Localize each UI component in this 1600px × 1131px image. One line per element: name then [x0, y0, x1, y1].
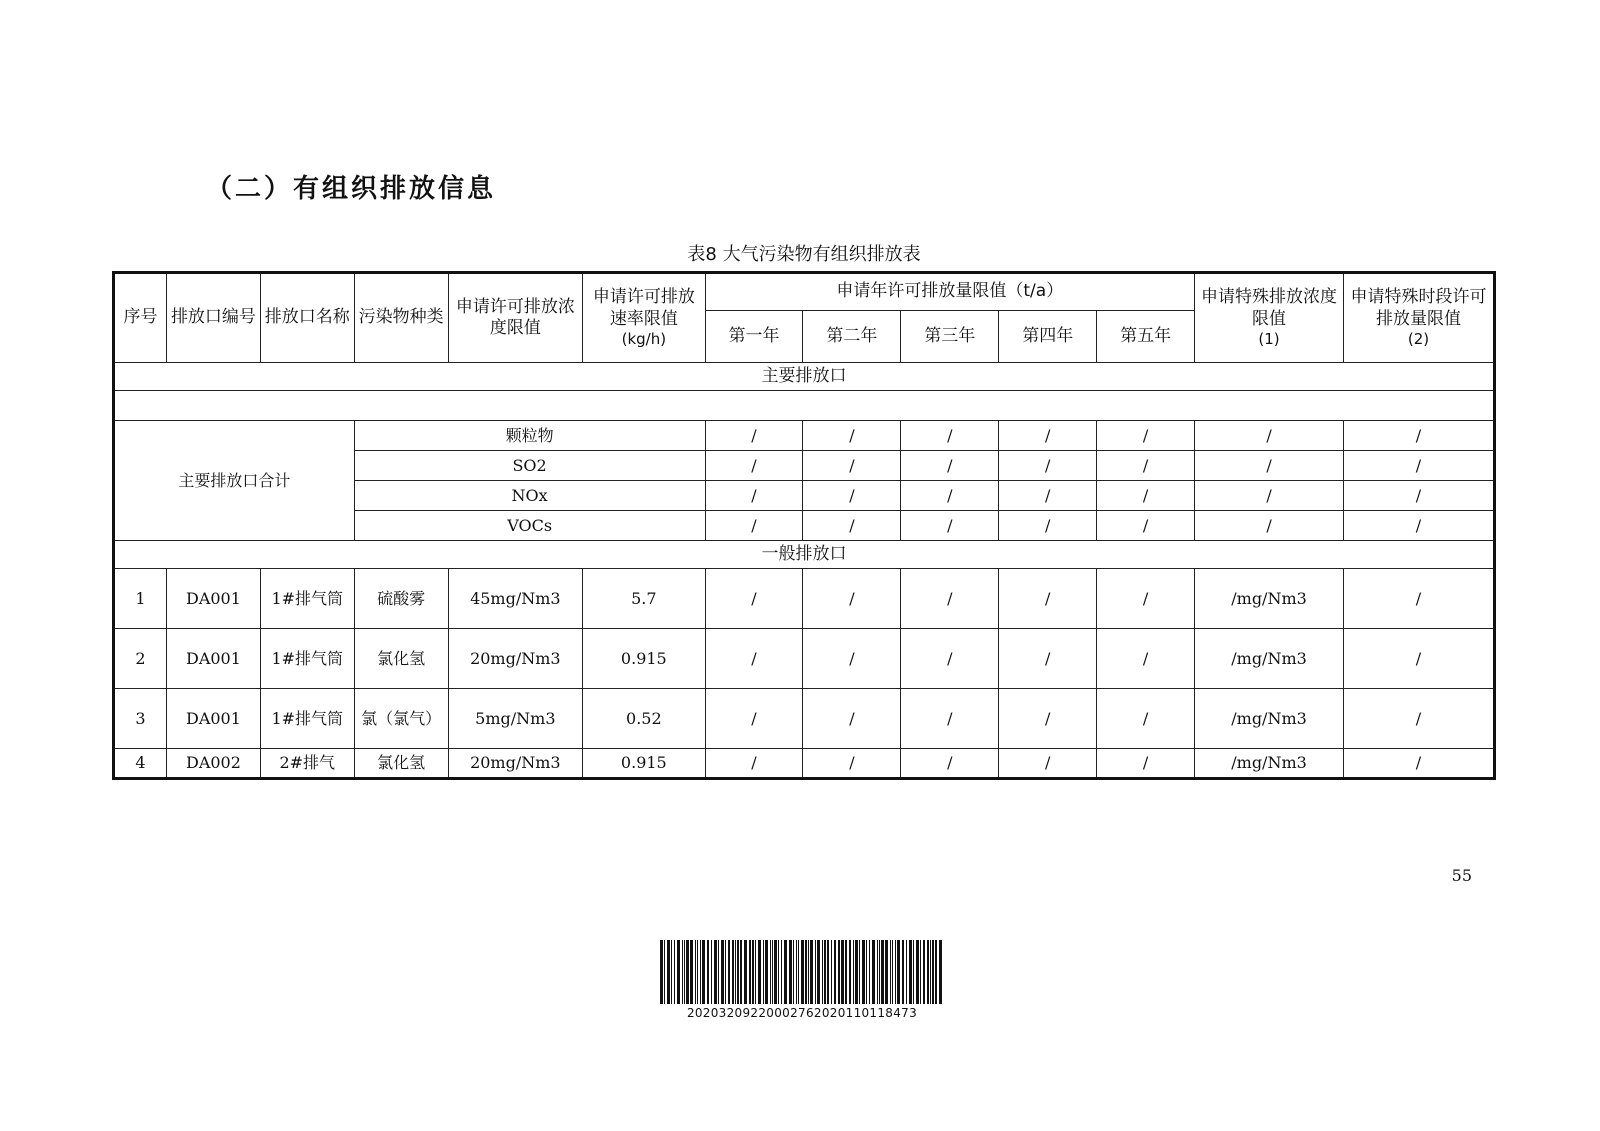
main-value: /	[705, 451, 803, 481]
general-section-label: 一般排放口	[114, 541, 1495, 569]
barcode-bar	[897, 940, 900, 1004]
main-value: /	[1195, 481, 1344, 511]
barcode-bar	[845, 940, 847, 1004]
header-pollutant: 污染物种类	[354, 273, 448, 363]
barcode-bar	[789, 940, 792, 1004]
header-special-period-label: 申请特殊时段许可排放量限值	[1350, 287, 1487, 329]
header-rate-limit-label: 申请许可排放速率限值	[592, 287, 695, 329]
main-value: /	[1343, 421, 1494, 451]
barcode-bar	[895, 940, 896, 1004]
barcode-bar	[855, 940, 858, 1004]
row-year-value: /	[999, 569, 1097, 629]
row-name: 1#排气筒	[260, 689, 354, 749]
row-year-value: /	[803, 689, 901, 749]
barcode-bar	[674, 940, 675, 1004]
header-year-1: 第一年	[705, 311, 803, 363]
barcode-bar	[755, 940, 756, 1004]
header-conc-limit: 申请许可排放浓度限值	[448, 273, 583, 363]
barcode-bar	[728, 940, 730, 1004]
barcode-number: 20203209220002762020110118473	[686, 1006, 918, 1020]
row-name: 1#排气筒	[260, 569, 354, 629]
row-year-value: /	[901, 749, 999, 779]
barcode-bar	[859, 940, 860, 1004]
header-outlet-code: 排放口编号	[167, 273, 261, 363]
main-value: /	[1195, 451, 1344, 481]
barcode-bar	[930, 940, 931, 1004]
row-year-value: /	[1097, 629, 1195, 689]
barcode-bar	[831, 940, 832, 1004]
header-seq: 序号	[114, 273, 167, 363]
barcode-bar	[711, 940, 712, 1004]
row-year-value: /	[803, 749, 901, 779]
barcode-bar	[725, 940, 726, 1004]
barcode-bar	[793, 940, 794, 1004]
barcode-bar	[714, 940, 717, 1004]
row-year-value: /	[901, 689, 999, 749]
main-value: /	[1097, 511, 1195, 541]
row-special-period: /	[1343, 749, 1494, 779]
main-pollutant-name: VOCs	[354, 511, 705, 541]
barcode-bar	[913, 940, 914, 1004]
row-conc: 5mg/Nm3	[448, 689, 583, 749]
row-conc: 45mg/Nm3	[448, 569, 583, 629]
header-rate-limit	[583, 273, 705, 363]
barcode-bar	[707, 940, 709, 1004]
barcode-bar	[660, 940, 663, 1004]
row-code: DA001	[167, 569, 261, 629]
main-value: /	[1097, 451, 1195, 481]
header-year-3: 第三年	[901, 311, 999, 363]
row-year-value: /	[999, 749, 1097, 779]
barcode-bar	[758, 940, 761, 1004]
barcode-bar	[881, 940, 884, 1004]
barcode-bar	[695, 940, 696, 1004]
header-special-conc	[1195, 273, 1344, 363]
main-value: /	[999, 451, 1097, 481]
row-year-value: /	[999, 689, 1097, 749]
main-value: /	[803, 421, 901, 451]
main-value: /	[1097, 481, 1195, 511]
row-conc: 20mg/Nm3	[448, 749, 583, 779]
barcode-bar	[697, 940, 698, 1004]
barcode-bar	[817, 940, 820, 1004]
barcode-bar	[700, 940, 701, 1004]
row-seq: 1	[114, 569, 167, 629]
barcode-bar	[667, 940, 670, 1004]
row-seq: 2	[114, 629, 167, 689]
barcode-bar	[744, 940, 747, 1004]
row-year-value: /	[1097, 749, 1195, 779]
row-special-conc: /mg/Nm3	[1195, 569, 1344, 629]
row-special-conc: /mg/Nm3	[1195, 689, 1344, 749]
page-number: 55	[1451, 866, 1472, 885]
row-code: DA001	[167, 689, 261, 749]
row-year-value: /	[803, 569, 901, 629]
row-year-value: /	[901, 569, 999, 629]
row-year-value: /	[705, 749, 803, 779]
header-outlet-name: 排放口名称	[260, 273, 354, 363]
barcode-bar	[827, 940, 829, 1004]
barcode-bar	[732, 940, 734, 1004]
main-value: /	[901, 481, 999, 511]
barcode-bar	[890, 940, 891, 1004]
barcode-bar	[879, 940, 880, 1004]
main-value: /	[901, 421, 999, 451]
row-rate: 0.52	[583, 689, 705, 749]
barcode-bar	[784, 940, 787, 1004]
row-code: DA001	[167, 629, 261, 689]
row-year-value: /	[1097, 569, 1195, 629]
barcode-bar	[796, 940, 797, 1004]
barcode-bar	[810, 940, 813, 1004]
header-special-period	[1343, 273, 1494, 363]
main-value: /	[705, 511, 803, 541]
barcode-bar	[849, 940, 851, 1004]
main-value: /	[999, 511, 1097, 541]
row-year-value: /	[901, 629, 999, 689]
main-value: /	[1195, 511, 1344, 541]
row-pollutant: 氯（氯气）	[354, 689, 448, 749]
row-name: 1#排气筒	[260, 629, 354, 689]
row-pollutant: 硫酸雾	[354, 569, 448, 629]
barcode-bar	[815, 940, 816, 1004]
barcode-bar	[702, 940, 705, 1004]
barcode-bar	[932, 940, 934, 1004]
header-year-5: 第五年	[1097, 311, 1195, 363]
barcode-bar	[781, 940, 782, 1004]
row-code: DA002	[167, 749, 261, 779]
barcode-bar	[671, 940, 672, 1004]
table-row	[114, 629, 1495, 689]
row-special-conc: /mg/Nm3	[1195, 749, 1344, 779]
barcode-bar	[690, 940, 693, 1004]
barcode-bar	[909, 940, 912, 1004]
emission-table	[112, 271, 1496, 780]
row-pollutant: 氯化氢	[354, 629, 448, 689]
barcode-bar	[721, 940, 724, 1004]
header-special-conc-note: (1)	[1258, 329, 1280, 348]
row-pollutant: 氯化氢	[354, 749, 448, 779]
barcode-bar	[824, 940, 826, 1004]
main-value: /	[999, 421, 1097, 451]
barcode-bar	[920, 940, 921, 1004]
barcode-bar	[763, 940, 764, 1004]
barcode-bar	[862, 940, 865, 1004]
barcode-bar	[927, 940, 929, 1004]
barcode-bar	[798, 940, 799, 1004]
barcode-bar	[664, 940, 665, 1004]
barcode-bar	[805, 940, 807, 1004]
barcode-bar	[892, 940, 893, 1004]
main-section-empty-row	[114, 391, 1495, 421]
barcode-bar	[841, 940, 844, 1004]
row-seq: 3	[114, 689, 167, 749]
barcode-bar	[735, 940, 736, 1004]
barcode-bar	[808, 940, 809, 1004]
header-special-period-note: (2)	[1407, 329, 1430, 348]
barcode-bar	[737, 940, 739, 1004]
row-rate: 0.915	[583, 749, 705, 779]
main-value: /	[1195, 421, 1344, 451]
main-value: /	[901, 511, 999, 541]
row-seq: 4	[114, 749, 167, 779]
main-value: /	[1097, 421, 1195, 451]
header-annual-group: 申请年许可排放量限值（t/a）	[705, 273, 1195, 311]
barcode-bar	[872, 940, 875, 1004]
barcode-bar	[869, 940, 870, 1004]
main-value: /	[803, 451, 901, 481]
main-value: /	[999, 481, 1097, 511]
barcode-bar	[902, 940, 904, 1004]
row-special-period: /	[1343, 629, 1494, 689]
main-pollutant-name: SO2	[354, 451, 705, 481]
main-pollutant-name: NOx	[354, 481, 705, 511]
barcode-bar	[838, 940, 840, 1004]
header-year-2: 第二年	[803, 311, 901, 363]
barcode-bar	[684, 940, 685, 1004]
barcode-bar	[774, 940, 777, 1004]
row-year-value: /	[705, 689, 803, 749]
barcode	[658, 940, 946, 1020]
row-year-value: /	[999, 629, 1097, 689]
row-year-value: /	[705, 629, 803, 689]
barcode-bar	[752, 940, 754, 1004]
header-special-conc-label: 申请特殊排放浓度限值	[1201, 287, 1338, 329]
barcode-bar	[877, 940, 878, 1004]
barcode-bar	[677, 940, 680, 1004]
row-rate: 0.915	[583, 629, 705, 689]
barcode-bar	[834, 940, 836, 1004]
row-special-period: /	[1343, 689, 1494, 749]
header-year-4: 第四年	[999, 311, 1097, 363]
row-special-conc: /mg/Nm3	[1195, 629, 1344, 689]
row-name: 2#排气	[260, 749, 354, 779]
barcode-bar	[885, 940, 888, 1004]
barcode-graphic	[658, 940, 946, 1004]
barcode-bar	[682, 940, 683, 1004]
main-value: /	[1343, 511, 1494, 541]
barcode-bar	[866, 940, 867, 1004]
main-total-label: 主要排放口合计	[114, 421, 355, 541]
barcode-bar	[718, 940, 719, 1004]
row-special-period: /	[1343, 569, 1494, 629]
main-value: /	[1343, 481, 1494, 511]
main-value: /	[1343, 451, 1494, 481]
section-heading: （二）有组织排放信息	[206, 174, 497, 204]
barcode-bar	[939, 940, 942, 1004]
barcode-bar	[765, 940, 768, 1004]
main-value: /	[705, 481, 803, 511]
barcode-bar	[772, 940, 773, 1004]
row-conc: 20mg/Nm3	[448, 629, 583, 689]
barcode-bar	[906, 940, 907, 1004]
header-rate-unit: (kg/h)	[621, 329, 667, 348]
barcode-bar	[686, 940, 689, 1004]
barcode-bar	[822, 940, 823, 1004]
barcode-bar	[923, 940, 925, 1004]
row-year-value: /	[705, 569, 803, 629]
table-caption: 表8 大气污染物有组织排放表	[687, 244, 921, 265]
barcode-bar	[740, 940, 742, 1004]
barcode-bar	[778, 940, 779, 1004]
barcode-bar	[916, 940, 919, 1004]
barcode-bar	[749, 940, 751, 1004]
row-rate: 5.7	[583, 569, 705, 629]
barcode-bar	[770, 940, 771, 1004]
main-value: /	[803, 481, 901, 511]
table-row	[114, 689, 1495, 749]
main-value: /	[901, 451, 999, 481]
barcode-bar	[935, 940, 937, 1004]
table-row	[114, 749, 1495, 779]
barcode-bar	[801, 940, 804, 1004]
main-pollutant-name: 颗粒物	[354, 421, 705, 451]
main-value: /	[705, 421, 803, 451]
main-value: /	[803, 511, 901, 541]
row-year-value: /	[803, 629, 901, 689]
table-row	[114, 569, 1495, 629]
row-year-value: /	[1097, 689, 1195, 749]
barcode-bar	[853, 940, 854, 1004]
main-section-label: 主要排放口	[114, 363, 1495, 391]
